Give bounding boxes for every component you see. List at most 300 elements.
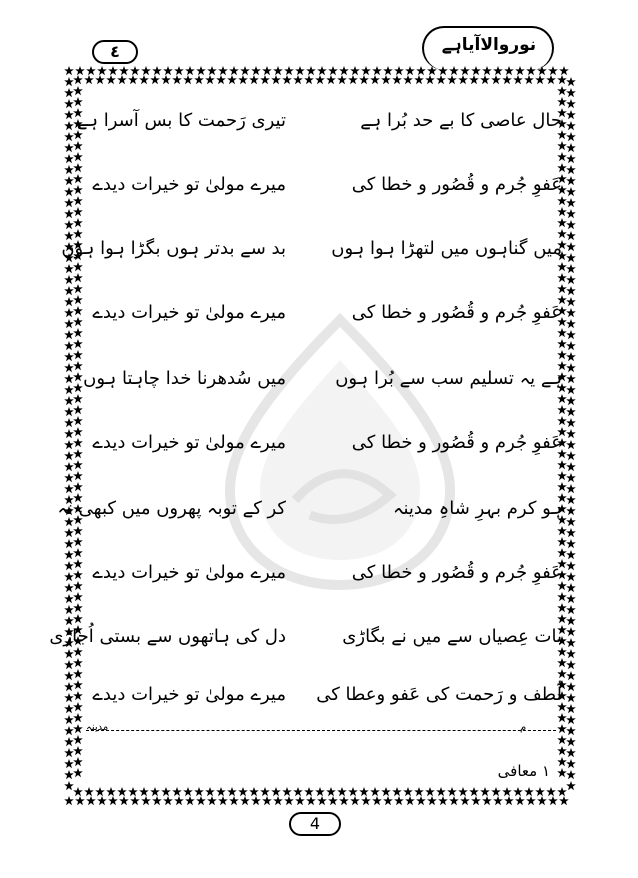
border-star — [64, 121, 74, 130]
border-star — [73, 559, 83, 568]
border-star — [566, 660, 576, 669]
border-star — [566, 275, 576, 284]
border-star — [86, 796, 96, 805]
border-star — [383, 66, 393, 75]
border-star — [194, 787, 204, 796]
border-star — [64, 286, 74, 295]
border-star — [557, 713, 567, 722]
border-star — [130, 796, 140, 805]
border-star — [271, 787, 281, 796]
border-star — [304, 787, 314, 796]
border-star — [557, 735, 567, 744]
border-star — [566, 187, 576, 196]
border-star — [535, 75, 545, 84]
border-star — [73, 152, 83, 161]
border-star — [557, 262, 567, 271]
border-star — [141, 66, 151, 75]
border-star — [64, 66, 74, 75]
border-star — [64, 198, 74, 207]
verse-5-right: ہے یہ تسلیم سب سے بُرا ہوں — [335, 368, 562, 389]
border-star — [229, 796, 239, 805]
border-star — [566, 418, 576, 427]
border-star — [174, 796, 184, 805]
border-star — [73, 702, 83, 711]
border-star — [75, 796, 85, 805]
border-star — [117, 75, 127, 84]
border-star — [427, 796, 437, 805]
border-star — [273, 66, 283, 75]
border-star — [139, 787, 149, 796]
border-star — [273, 796, 283, 805]
border-star — [566, 220, 576, 229]
border-star — [566, 759, 576, 768]
border-star — [64, 363, 74, 372]
border-star — [557, 724, 567, 733]
border-star — [141, 796, 151, 805]
border-star — [106, 75, 116, 84]
border-star — [557, 526, 567, 535]
border-star — [64, 561, 74, 570]
border-star — [64, 440, 74, 449]
border-star — [458, 787, 468, 796]
border-star — [526, 796, 536, 805]
border-star — [161, 75, 171, 84]
border-star — [73, 273, 83, 282]
border-star — [64, 572, 74, 581]
border-star — [566, 781, 576, 790]
border-star — [405, 66, 415, 75]
border-star — [557, 658, 567, 667]
border-star — [557, 284, 567, 293]
border-star — [73, 427, 83, 436]
border-star — [183, 75, 193, 84]
border-star — [64, 374, 74, 383]
border-star — [97, 796, 107, 805]
border-star — [566, 770, 576, 779]
border-star — [328, 796, 338, 805]
page-number: 4 — [289, 812, 341, 836]
border-star — [227, 75, 237, 84]
border-star — [73, 174, 83, 183]
border-star — [566, 143, 576, 152]
border-star — [262, 66, 272, 75]
border-star — [84, 75, 94, 84]
verse-5-left: میں سُدھرنا خدا چاہتا ہوں — [83, 368, 286, 389]
border-star — [218, 66, 228, 75]
border-star — [73, 262, 83, 271]
border-star — [95, 75, 105, 84]
border-star — [425, 75, 435, 84]
border-star — [64, 352, 74, 361]
border-star — [64, 770, 74, 779]
border-star — [73, 592, 83, 601]
border-star — [557, 768, 567, 777]
border-star — [282, 787, 292, 796]
border-star — [73, 537, 83, 546]
border-star — [271, 75, 281, 84]
border-star — [119, 66, 129, 75]
border-star — [566, 726, 576, 735]
border-star — [566, 132, 576, 141]
border-star — [152, 66, 162, 75]
border-star — [566, 209, 576, 218]
border-star — [436, 75, 446, 84]
border-star — [557, 218, 567, 227]
border-star — [64, 583, 74, 592]
border-star — [73, 361, 83, 370]
border-star — [566, 506, 576, 515]
border-star — [502, 787, 512, 796]
border-star — [566, 550, 576, 559]
border-star — [240, 796, 250, 805]
border-star — [64, 264, 74, 273]
border-star — [403, 787, 413, 796]
border-star — [566, 693, 576, 702]
border-star — [559, 66, 569, 75]
border-star — [249, 75, 259, 84]
border-star — [73, 405, 83, 414]
border-star — [306, 796, 316, 805]
border-star — [447, 787, 457, 796]
border-star — [64, 341, 74, 350]
border-star — [64, 473, 74, 482]
rule-left-text: مدینہ — [86, 722, 109, 733]
border-star — [64, 737, 74, 746]
border-star — [205, 787, 215, 796]
border-star — [566, 121, 576, 130]
border-star — [249, 787, 259, 796]
border-star — [306, 66, 316, 75]
border-star — [469, 75, 479, 84]
border-star — [73, 713, 83, 722]
border-star — [566, 385, 576, 394]
border-star — [392, 75, 402, 84]
border-star — [566, 594, 576, 603]
border-star — [64, 594, 74, 603]
border-star — [394, 66, 404, 75]
border-star — [405, 796, 415, 805]
border-star — [73, 185, 83, 194]
border-star — [238, 787, 248, 796]
border-star — [73, 295, 83, 304]
border-star — [566, 330, 576, 339]
verse-9-left: دل کی ہاتھوں سے بستی اُجاڑی — [49, 626, 286, 647]
border-star — [557, 141, 567, 150]
border-star — [64, 330, 74, 339]
verse-1-left: تیری رَحمت کا بس آسرا ہے — [76, 110, 286, 131]
verse-1-right: حال عاصی کا بے حد بُرا ہے — [360, 110, 562, 131]
verse-2-left: میرے مولیٰ تو خیرات دیدے — [92, 174, 286, 195]
border-star — [130, 66, 140, 75]
border-star — [64, 132, 74, 141]
border-star — [64, 693, 74, 702]
border-star — [449, 796, 459, 805]
border-star — [566, 99, 576, 108]
page-title: نوروالاآیاہے — [441, 35, 537, 55]
border-star — [64, 748, 74, 757]
border-star — [326, 787, 336, 796]
border-star — [315, 75, 325, 84]
border-star — [372, 66, 382, 75]
border-star — [557, 460, 567, 469]
verse-3-right: میں گناہوں میں لتھڑا ہوا ہوں — [331, 238, 562, 259]
border-star — [73, 471, 83, 480]
border-star — [557, 394, 567, 403]
border-star — [566, 649, 576, 658]
border-star — [315, 787, 325, 796]
border-star — [566, 297, 576, 306]
border-star — [566, 528, 576, 537]
border-star — [566, 176, 576, 185]
border-star — [557, 273, 567, 282]
border-star — [425, 787, 435, 796]
border-star — [293, 75, 303, 84]
border-star — [73, 317, 83, 326]
border-star — [284, 66, 294, 75]
border-star — [73, 372, 83, 381]
border-star — [566, 154, 576, 163]
border-star — [73, 768, 83, 777]
border-star — [73, 416, 83, 425]
border-star — [106, 787, 116, 796]
border-star — [64, 781, 74, 790]
border-star — [227, 787, 237, 796]
border-star — [84, 787, 94, 796]
border-star — [566, 583, 576, 592]
border-star — [458, 75, 468, 84]
border-star — [64, 418, 74, 427]
border-star — [502, 75, 512, 84]
border-star — [491, 75, 501, 84]
verse-9-right: بات عِصیاں سے میں نے بگاڑی — [342, 626, 562, 647]
border-star — [216, 75, 226, 84]
border-star — [260, 787, 270, 796]
border-star — [64, 451, 74, 460]
border-star — [150, 787, 160, 796]
border-star — [566, 165, 576, 174]
border-star — [524, 75, 534, 84]
border-star — [471, 66, 481, 75]
border-star — [64, 319, 74, 328]
border-star — [372, 796, 382, 805]
border-star — [557, 163, 567, 172]
border-star — [566, 495, 576, 504]
border-star — [73, 570, 83, 579]
border-star — [64, 297, 74, 306]
border-star — [537, 796, 547, 805]
border-star — [73, 658, 83, 667]
border-star — [557, 548, 567, 557]
border-star — [482, 66, 492, 75]
border-star — [480, 75, 490, 84]
border-star — [73, 284, 83, 293]
border-star — [557, 350, 567, 359]
border-star — [73, 328, 83, 337]
border-star — [557, 86, 567, 95]
border-star — [566, 286, 576, 295]
border-star — [73, 724, 83, 733]
border-star — [64, 176, 74, 185]
border-star — [163, 796, 173, 805]
border-star — [559, 796, 569, 805]
border-star — [73, 787, 83, 796]
verse-8-left: میرے مولیٰ تو خیرات دیدے — [92, 562, 286, 583]
border-star — [416, 66, 426, 75]
page-label-badge: ٤ — [92, 40, 138, 64]
border-star — [557, 328, 567, 337]
border-star — [64, 671, 74, 680]
border-star — [119, 796, 129, 805]
border-star — [73, 218, 83, 227]
border-star — [557, 152, 567, 161]
border-star — [535, 787, 545, 796]
border-star — [348, 75, 358, 84]
border-star — [139, 75, 149, 84]
border-star — [64, 539, 74, 548]
border-star — [414, 787, 424, 796]
border-star — [381, 787, 391, 796]
border-star — [64, 726, 74, 735]
border-star — [304, 75, 314, 84]
border-star — [262, 796, 272, 805]
border-star — [73, 680, 83, 689]
border-star — [73, 581, 83, 590]
border-star — [64, 110, 74, 119]
border-star — [97, 66, 107, 75]
border-star — [537, 66, 547, 75]
border-star — [64, 484, 74, 493]
border-star — [73, 339, 83, 348]
border-star — [566, 198, 576, 207]
border-star — [185, 66, 195, 75]
border-star — [326, 75, 336, 84]
border-star — [566, 737, 576, 746]
border-star — [557, 592, 567, 601]
border-star — [73, 603, 83, 612]
border-star — [557, 787, 567, 796]
border-star — [557, 537, 567, 546]
border-star — [161, 787, 171, 796]
border-star — [150, 75, 160, 84]
border-star — [566, 484, 576, 493]
border-star — [73, 207, 83, 216]
verse-10-right: لُطف و رَحمت کی عَفو وعطا کی — [316, 684, 562, 705]
border-star — [64, 528, 74, 537]
border-star — [73, 350, 83, 359]
border-star — [557, 339, 567, 348]
border-star — [64, 209, 74, 218]
border-star — [566, 363, 576, 372]
border-star — [566, 308, 576, 317]
border-star — [295, 796, 305, 805]
border-star — [64, 660, 74, 669]
border-star — [427, 66, 437, 75]
border-star — [566, 407, 576, 416]
border-star — [566, 77, 576, 86]
border-star — [557, 669, 567, 678]
border-star — [64, 407, 74, 416]
border-star — [64, 396, 74, 405]
border-star — [73, 746, 83, 755]
border-star — [348, 787, 358, 796]
border-star — [566, 605, 576, 614]
border-star — [117, 787, 127, 796]
border-star — [566, 440, 576, 449]
border-star — [251, 796, 261, 805]
border-star — [359, 75, 369, 84]
border-star — [449, 66, 459, 75]
border-star — [350, 796, 360, 805]
border-star — [73, 548, 83, 557]
border-star — [86, 66, 96, 75]
border-star — [295, 66, 305, 75]
border-star — [566, 451, 576, 460]
border-star — [64, 682, 74, 691]
verse-10-left: میرے مولیٰ تو خیرات دیدے — [92, 684, 286, 705]
border-star — [557, 482, 567, 491]
border-star — [205, 75, 215, 84]
border-star — [504, 66, 514, 75]
border-star — [64, 385, 74, 394]
border-star — [293, 787, 303, 796]
border-star — [361, 796, 371, 805]
border-star — [513, 75, 523, 84]
border-star — [172, 75, 182, 84]
footnote: ۱ معافی — [497, 762, 550, 780]
border-star — [566, 242, 576, 251]
border-star — [260, 75, 270, 84]
border-star — [218, 796, 228, 805]
border-star — [566, 671, 576, 680]
border-star — [566, 561, 576, 570]
border-star — [73, 141, 83, 150]
border-star — [447, 75, 457, 84]
border-star — [108, 796, 118, 805]
border-star — [557, 405, 567, 414]
verse-4-right: عَفوِ جُرم و قُصُور و خطا کی — [351, 302, 562, 323]
border-star — [504, 796, 514, 805]
border-star — [73, 86, 83, 95]
border-star — [64, 165, 74, 174]
border-star — [73, 460, 83, 469]
verse-4-left: میرے مولیٰ تو خیرات دیدے — [92, 302, 286, 323]
border-star — [557, 75, 567, 84]
border-star — [515, 66, 525, 75]
border-star — [64, 275, 74, 284]
border-star — [337, 75, 347, 84]
border-star — [566, 374, 576, 383]
border-star — [414, 75, 424, 84]
border-star — [163, 66, 173, 75]
border-star — [493, 66, 503, 75]
border-star — [566, 627, 576, 636]
border-star — [73, 438, 83, 447]
border-star — [436, 787, 446, 796]
verse-6-right: عَفوِ جُرم و قُصُور و خطا کی — [351, 432, 562, 453]
rule-right-text: م — [520, 722, 527, 733]
border-star — [174, 66, 184, 75]
border-star — [557, 746, 567, 755]
border-star — [73, 757, 83, 766]
border-star — [566, 88, 576, 97]
border-star — [73, 75, 83, 84]
border-star — [64, 715, 74, 724]
border-star — [64, 605, 74, 614]
border-star — [460, 66, 470, 75]
border-star — [566, 682, 576, 691]
border-star — [229, 66, 239, 75]
border-star — [566, 473, 576, 482]
